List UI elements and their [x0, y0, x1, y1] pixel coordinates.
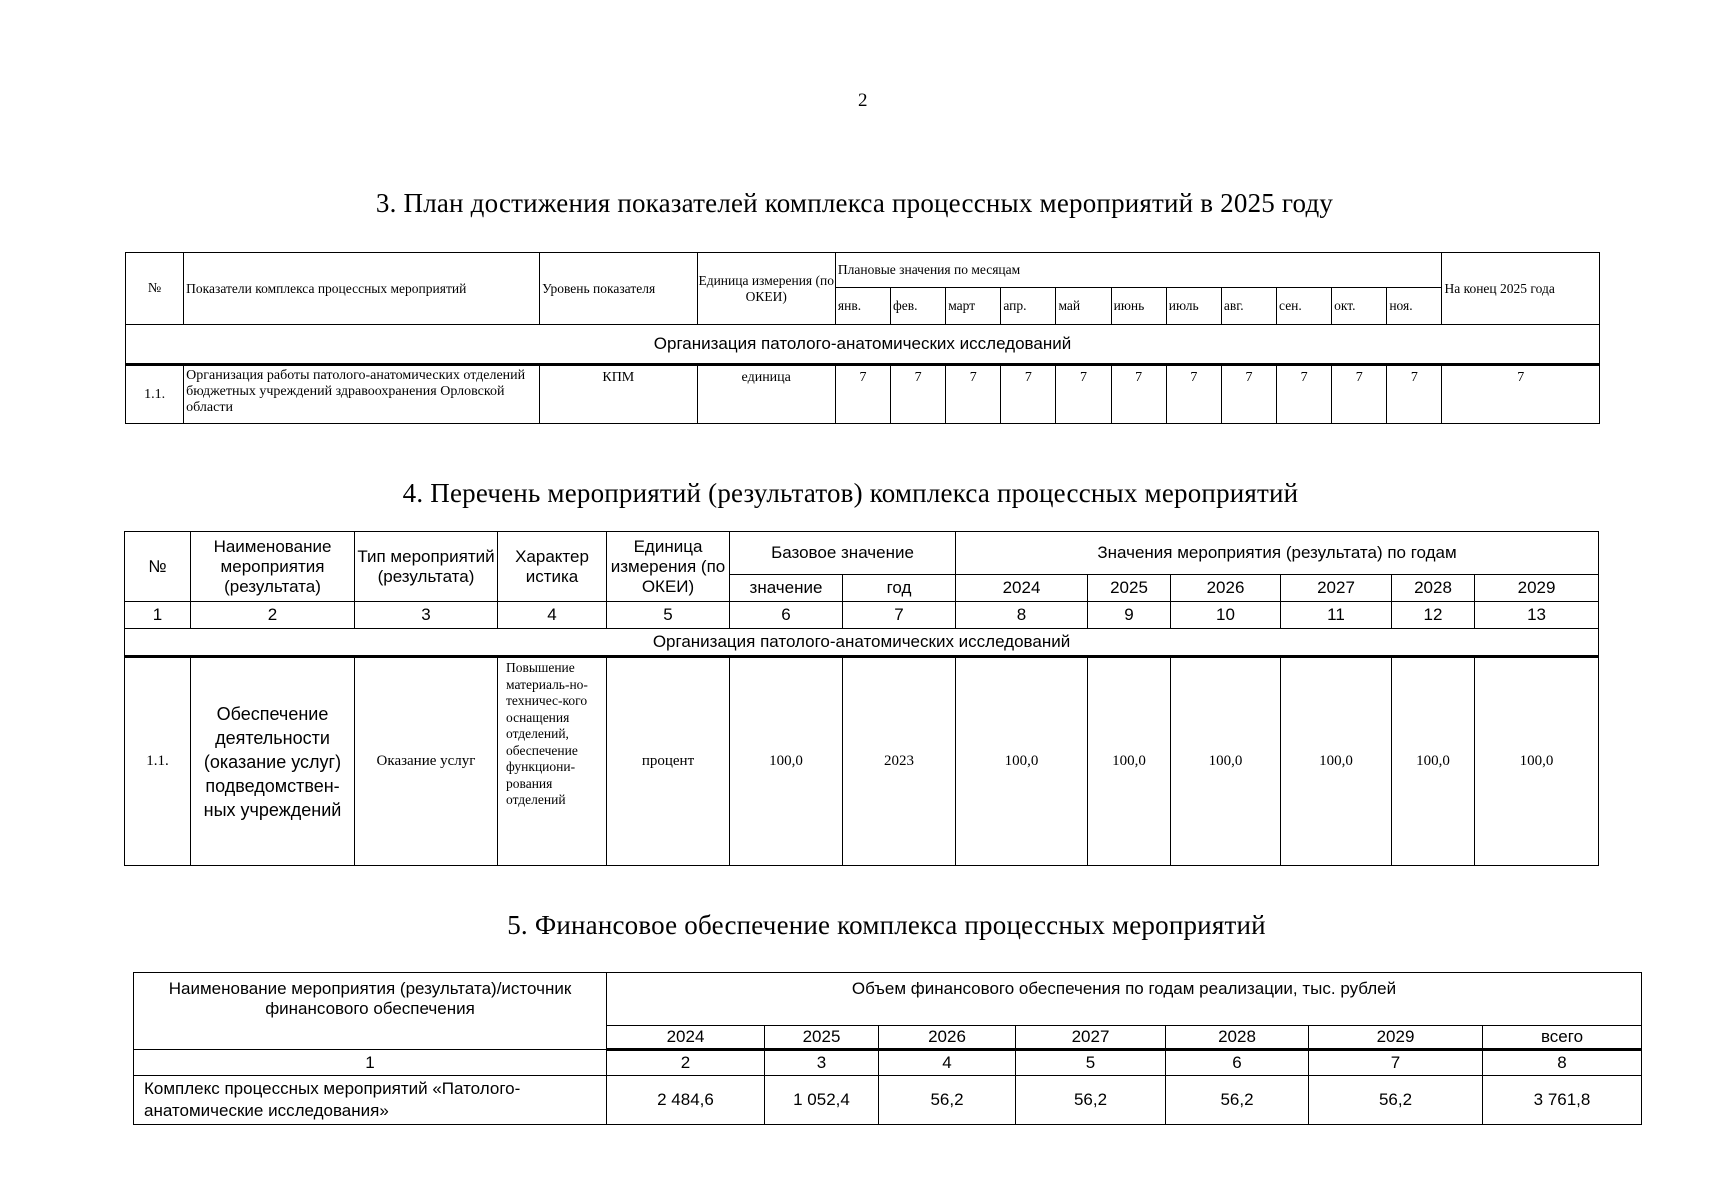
- month-value: 7: [891, 365, 946, 424]
- year-header: 2027: [1016, 1026, 1166, 1050]
- header-no: №: [125, 532, 191, 602]
- indicator-plan-table: [125, 252, 1600, 424]
- year-header: 2028: [1392, 575, 1475, 602]
- financing-value: 56,2: [879, 1076, 1016, 1125]
- section5-title: 5. Финансовое обеспечение комплекса процессных мероприятий: [507, 910, 1266, 940]
- year-value: 100,0: [1281, 657, 1392, 866]
- year-value: 100,0: [956, 657, 1088, 866]
- header-unit: Единица измерения (по ОКЕИ): [697, 253, 835, 325]
- month-value: 7: [1166, 365, 1221, 424]
- header-plan: Плановые значения по месяцам: [835, 253, 1442, 288]
- row-number: 1.1.: [126, 365, 184, 424]
- header-end: На конец 2025 года: [1442, 253, 1600, 325]
- column-number: 11: [1281, 602, 1392, 629]
- section-row: Организация патолого-анатомических исследований: [126, 325, 1600, 365]
- month-header: март: [946, 288, 1001, 325]
- row-number: 1.1.: [125, 657, 191, 866]
- year-header: 2026: [1171, 575, 1281, 602]
- month-header: фев.: [891, 288, 946, 325]
- column-number: 6: [730, 602, 843, 629]
- indicator-name: Организация работы патолого-анатомических отделений бюджетных учреждений здравоохранения Орловской области: [184, 365, 540, 424]
- total-header: всего: [1483, 1026, 1642, 1050]
- column-number: 1: [125, 602, 191, 629]
- activities-table: [124, 531, 1599, 866]
- header-base-year: год: [843, 575, 956, 602]
- page-number: 2: [858, 90, 868, 111]
- column-number: 6: [1166, 1050, 1309, 1076]
- header-base-value: значение: [730, 575, 843, 602]
- financing-value: 56,2: [1309, 1076, 1483, 1125]
- month-value: 7: [1056, 365, 1111, 424]
- year-value: 100,0: [1088, 657, 1171, 866]
- column-number: 9: [1088, 602, 1171, 629]
- month-value: 7: [835, 365, 890, 424]
- column-number: 4: [498, 602, 607, 629]
- month-header: июнь: [1111, 288, 1166, 325]
- month-header: янв.: [835, 288, 890, 325]
- section3-title: 3. План достижения показателей комплекса процессных мероприятий в 2025 году: [375, 188, 1334, 218]
- year-header: 2025: [1088, 575, 1171, 602]
- column-number: 8: [1483, 1050, 1642, 1076]
- header-type: Тип мероприятий (результата): [355, 532, 498, 602]
- month-value: 7: [1111, 365, 1166, 424]
- financing-table: [133, 972, 1642, 1125]
- section4-title: 4. Перечень мероприятий (результатов) комплекса процессных мероприятий: [402, 478, 1299, 508]
- year-header: 2029: [1309, 1026, 1483, 1050]
- month-value: 7: [1277, 365, 1332, 424]
- column-number: 3: [355, 602, 498, 629]
- column-number: 13: [1475, 602, 1599, 629]
- column-number: 5: [1016, 1050, 1166, 1076]
- year-header: 2026: [879, 1026, 1016, 1050]
- month-header: ноя.: [1387, 288, 1442, 325]
- indicator-level: КПМ: [540, 365, 697, 424]
- column-number: 3: [765, 1050, 879, 1076]
- column-number: 12: [1392, 602, 1475, 629]
- header-level: Уровень показателя: [540, 253, 697, 325]
- year-header: 2029: [1475, 575, 1599, 602]
- year-value: 100,0: [1475, 657, 1599, 866]
- header-name: Наименование мероприятия (результата)/источник финансового обеспечения: [134, 973, 607, 1050]
- header-unit: Единица измерения (по ОКЕИ): [607, 532, 730, 602]
- year-header: 2024: [607, 1026, 765, 1050]
- year-header: 2027: [1281, 575, 1392, 602]
- month-header: июль: [1166, 288, 1221, 325]
- column-number: 2: [191, 602, 355, 629]
- month-value: 7: [1387, 365, 1442, 424]
- month-value: 7: [1221, 365, 1276, 424]
- base-year: 2023: [843, 657, 956, 866]
- month-value: 7: [1001, 365, 1056, 424]
- header-base: Базовое значение: [730, 532, 956, 575]
- header-values: Значения мероприятия (результата) по годам: [956, 532, 1599, 575]
- month-header: сен.: [1277, 288, 1332, 325]
- year-header: 2024: [956, 575, 1088, 602]
- year-header: 2025: [765, 1026, 879, 1050]
- month-header: окт.: [1332, 288, 1387, 325]
- column-number: 7: [1309, 1050, 1483, 1076]
- header-indicators: Показатели комплекса процессных мероприятий: [184, 253, 540, 325]
- end-value: 7: [1442, 365, 1600, 424]
- header-volume: Объем финансового обеспечения по годам реализации, тыс. рублей: [607, 973, 1642, 1026]
- month-header: апр.: [1001, 288, 1056, 325]
- column-number: 5: [607, 602, 730, 629]
- financing-name: Комплекс процессных мероприятий «Патолого-анатомические исследования»: [134, 1076, 607, 1125]
- column-number: 4: [879, 1050, 1016, 1076]
- column-number: 8: [956, 602, 1088, 629]
- financing-value: 1 052,4: [765, 1076, 879, 1125]
- activity-characteristic: Повышение материаль-но-техничес-кого оснащения отделений, обеспечение функциони-рования отделений: [498, 657, 607, 866]
- financing-total: 3 761,8: [1483, 1076, 1642, 1125]
- financing-value: 56,2: [1166, 1076, 1309, 1125]
- header-no: №: [126, 253, 184, 325]
- year-value: 100,0: [1392, 657, 1475, 866]
- header-char: Характер истика: [498, 532, 607, 602]
- activity-name: Обеспечение деятельности (оказание услуг) подведомствен-ных учреждений: [191, 657, 355, 866]
- year-header: 2028: [1166, 1026, 1309, 1050]
- section-row: Организация патолого-анатомических исследований: [125, 629, 1599, 657]
- indicator-unit: единица: [697, 365, 835, 424]
- base-value: 100,0: [730, 657, 843, 866]
- column-number: 1: [134, 1050, 607, 1076]
- activity-unit: процент: [607, 657, 730, 866]
- column-number: 2: [607, 1050, 765, 1076]
- activity-type: Оказание услуг: [355, 657, 498, 866]
- year-value: 100,0: [1171, 657, 1281, 866]
- header-name: Наименование мероприятия (результата): [191, 532, 355, 602]
- column-number: 10: [1171, 602, 1281, 629]
- month-value: 7: [1332, 365, 1387, 424]
- column-number: 7: [843, 602, 956, 629]
- month-value: 7: [946, 365, 1001, 424]
- month-header: авг.: [1221, 288, 1276, 325]
- financing-value: 2 484,6: [607, 1076, 765, 1125]
- month-header: май: [1056, 288, 1111, 325]
- financing-value: 56,2: [1016, 1076, 1166, 1125]
